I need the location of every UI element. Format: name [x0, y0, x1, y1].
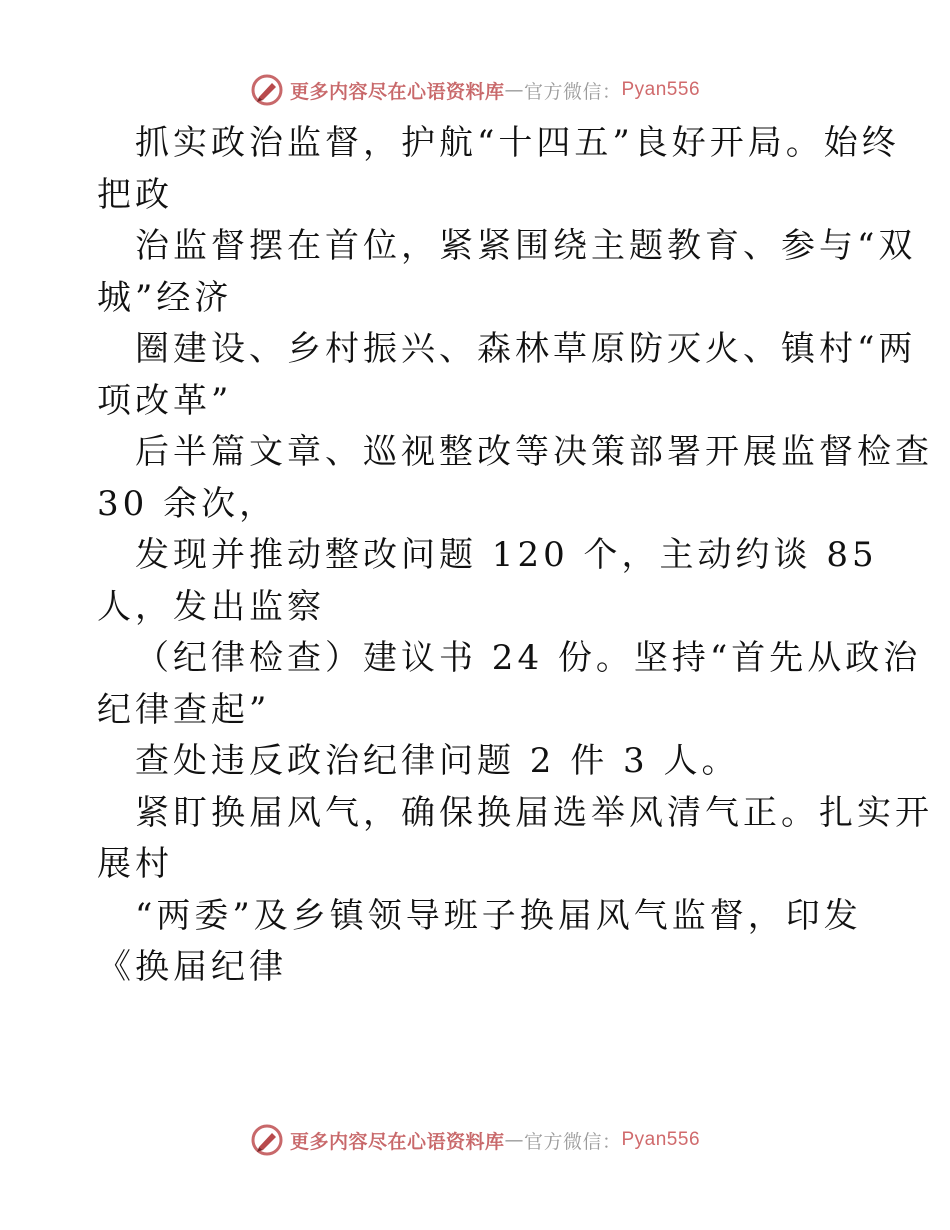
text-line: 治监督摆在首位，紧紧围绕主题教育、参与“双 [135, 226, 917, 266]
text-line: 把政 [97, 174, 173, 215]
text-line: （纪律检查）建议书 24 份。坚持“首先从政治 [135, 638, 922, 678]
document-body [97, 118, 933, 994]
footer-watermark [0, 1120, 950, 1160]
text-line: 城”经济 [97, 277, 233, 318]
text-line: 《换届纪律 [97, 947, 287, 987]
text-line: 30 余次， [97, 483, 278, 524]
text-line: 项改革” [97, 380, 233, 421]
watermark-wechat-label: 官方微信： [523, 80, 622, 103]
watermark-dash: — [504, 1129, 524, 1151]
text-line: 抓实政治监督，护航“十四五”良好开局。始终 [135, 123, 900, 163]
header-watermark [0, 70, 950, 110]
pen-nib-logo-icon [250, 73, 284, 107]
watermark-slogan: 更多内容尽在心语资料库 [289, 1130, 505, 1153]
watermark-slogan: 更多内容尽在心语资料库 [289, 80, 505, 103]
watermark-wechat-label: 官方微信： [523, 1130, 622, 1153]
text-line: 发现并推动整改问题 120 个，主动约谈 85 [135, 535, 878, 575]
text-line: 圈建设、乡村振兴、森林草原防灭火、镇村“两 [135, 329, 917, 369]
text-line: 紧盯换届风气，确保换届选举风清气正。扎实开 [135, 792, 933, 833]
text-line: 人，发出监察 [97, 586, 325, 627]
watermark-wechat-id: Pyan556 [621, 1129, 701, 1150]
text-line: 展村 [97, 844, 173, 884]
text-line: 后半篇文章、巡视整改等决策部署开展监督检查 [135, 432, 933, 472]
watermark-wechat-id: Pyan556 [621, 79, 701, 100]
watermark-dash: — [504, 79, 524, 101]
pen-nib-logo-icon [250, 1123, 284, 1157]
text-line: 查处违反政治纪律问题 2 件 3 人。 [135, 741, 740, 781]
text-line: “两委”及乡镇领导班子换届风气监督，印发 [135, 895, 862, 936]
text-line: 纪律查起” [97, 689, 271, 730]
